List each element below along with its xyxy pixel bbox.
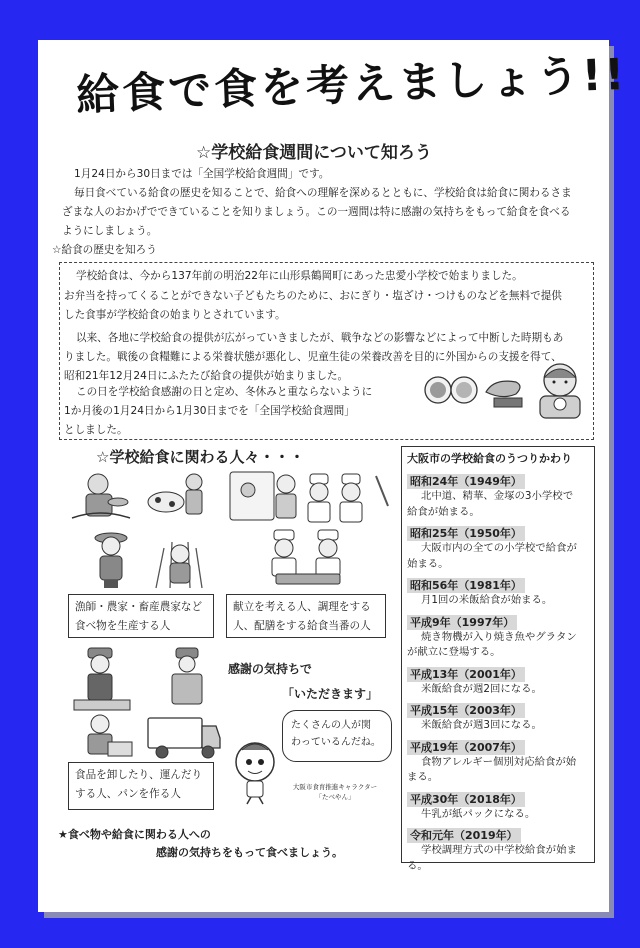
cooks-box <box>226 594 386 638</box>
timeline-event-line: 給食が始まる。 <box>407 505 480 518</box>
bubble-line: たくさんの人が関 <box>291 720 371 731</box>
history-line: 昭和21年12月24日にふたたび給食の提供が始まりました。 <box>64 370 349 382</box>
baker-illustration <box>78 712 134 760</box>
delivery-line: 食品を卸したり、運んだり <box>75 769 203 781</box>
timeline-event-line: 大阪市内の全ての小学校で給食が <box>421 542 577 554</box>
timeline-year: 昭和24年（1949年） <box>407 474 525 489</box>
thanks-line: 「いただきます」 <box>282 687 379 701</box>
timeline-year: 令和元年（2019年） <box>407 828 521 843</box>
producers-box <box>68 594 214 638</box>
timeline-year: 平成13年（2001年） <box>407 667 525 682</box>
history-box <box>59 262 594 440</box>
intro-line: ざまな人のおかげでできていることを知りましょう。この一週間は特に感謝の気持ちをもって給食を食べる <box>62 206 571 218</box>
timeline-event-line: 米飯給食が週3回になる。 <box>421 719 542 731</box>
farmer-cow-illustration <box>144 468 214 524</box>
history-line: 学校給食は、今から137年前の明治22年に山形県鶴岡町にあった忠愛小学校で始まりました。 <box>76 270 523 282</box>
mascot-caption <box>280 782 390 802</box>
wholesaler-illustration <box>70 646 134 712</box>
delivery-line: する人、パンを作る人 <box>75 788 181 800</box>
delivery-box <box>68 762 214 810</box>
history-line: りました。戦後の食糧難による栄養状態が悪化し、児童生徒の栄養改善を目的に外国からの支援を得て、 <box>64 351 562 363</box>
bubble-line: わっているんだね。 <box>291 737 381 748</box>
timeline-event-line: 食物アレルギー個別対応給食が始 <box>421 755 577 768</box>
intro-line: 1月24日から30日までは「全国学校給食週間」です。 <box>74 168 330 180</box>
timeline-year: 平成30年（2018年） <box>407 792 525 807</box>
timeline-event <box>407 843 589 874</box>
history-line: この日を学校給食感謝の日と定め、冬休みと重ならないように <box>76 386 373 398</box>
closing-line: ★食べ物や給食に関わる人への <box>58 828 211 841</box>
producers-line: 漁師・農家・畜産農家など <box>75 601 203 613</box>
timeline-event-line: 牛乳が紙パックになる。 <box>421 807 536 820</box>
timeline-event <box>407 718 589 734</box>
fisherman-illustration <box>70 468 132 526</box>
child-eating-illustration <box>532 358 588 420</box>
mascot-caption-line: 大阪市食育推進キャラクター <box>292 783 378 791</box>
cooks-line: 献立を考える人、調理をする <box>233 601 371 613</box>
sheet-shadow-bottom <box>44 912 614 918</box>
nutritionist-cooks-illustration <box>228 466 394 526</box>
timeline-title: 大阪市の学校給食のうつりかわり <box>407 452 572 465</box>
timeline-event-line: 月1回の米飯給食が始まる。 <box>421 594 553 606</box>
timeline-event-line: まる。 <box>407 771 439 783</box>
closing-message <box>58 826 343 862</box>
milk-delivery-illustration <box>160 646 212 710</box>
timeline-entries <box>407 470 589 874</box>
people-heading: ☆学校給食に関わる人々・・・ <box>96 448 305 466</box>
timeline-event <box>407 489 589 520</box>
timeline-year: 平成15年（2003年） <box>407 703 525 718</box>
timeline-event <box>407 755 589 786</box>
timeline-event-line: る。 <box>407 859 428 872</box>
section-subtitle: ☆学校給食週間について知ろう <box>196 143 432 163</box>
cooks-line: 人、配膳をする給食当番の人 <box>233 620 371 632</box>
timeline-event-line: 焼き物機が入り焼き魚やグラタン <box>421 630 577 643</box>
history-line: 以来、各地に学校給食の提供が広がっていきましたが、戦争などの影響などによって中断した時期もあ <box>76 332 564 344</box>
history-heading: ☆給食の歴史を知ろう <box>52 244 157 256</box>
timeline-event-line: 始まる。 <box>407 557 449 570</box>
intro-line: ようにしましょう。 <box>62 225 158 237</box>
timeline-year: 平成19年（2007年） <box>407 740 525 755</box>
intro-line: 毎日食べている給食の歴史を知ることで、給食への理解を深めるとともに、学校給食は給食に関わるさま <box>74 187 572 199</box>
history-line: 1か月後の1月24日から1月30日までを「全国学校給食週間」 <box>64 405 355 417</box>
closing-line: 感謝の気持ちをもって食べましょう。 <box>156 846 343 859</box>
timeline-year: 昭和56年（1981年） <box>407 578 525 593</box>
timeline-event-line: 学校調理方式の中学校給食が始ま <box>421 844 577 856</box>
history-line: お弁当を持ってくることができない子どもたちのために、おにぎり・塩ざけ・つけものなどを無料で提供 <box>64 290 562 302</box>
page-title: 給食で食を考えましょう!! <box>75 49 629 121</box>
timeline-event <box>407 541 589 572</box>
timeline-event <box>407 682 589 698</box>
timeline-event-line: 北中道、精華、金塚の3小学校で <box>421 490 574 502</box>
farmer-illustration <box>86 528 136 590</box>
onigiri-illustration <box>424 368 534 410</box>
timeline-event-line: が献立に登場する。 <box>407 646 501 658</box>
tabeyan-mascot-illustration <box>232 740 278 806</box>
timeline-event <box>407 630 589 661</box>
timeline-year: 昭和25年（1950年） <box>407 526 525 541</box>
timeline-event <box>407 807 589 823</box>
thanks-line: 感謝の気持ちで <box>228 662 312 676</box>
history-line: としました。 <box>64 424 128 436</box>
speech-bubble <box>282 710 392 762</box>
delivery-truck-illustration <box>146 712 222 760</box>
producers-line: 食べ物を生産する人 <box>75 620 171 632</box>
history-line: した食事が学校給食の始まりとされています。 <box>64 309 286 321</box>
lunch-duty-students-illustration <box>262 526 354 588</box>
rice-farmer-illustration <box>150 528 210 590</box>
timeline-event <box>407 593 589 609</box>
sheet-shadow-right <box>609 46 614 918</box>
timeline-event-line: 米飯給食が週2回になる。 <box>421 682 542 695</box>
history-timeline <box>401 446 595 872</box>
timeline-year: 平成9年（1997年） <box>407 615 517 630</box>
mascot-caption-line: 「たべやん」 <box>315 793 355 801</box>
